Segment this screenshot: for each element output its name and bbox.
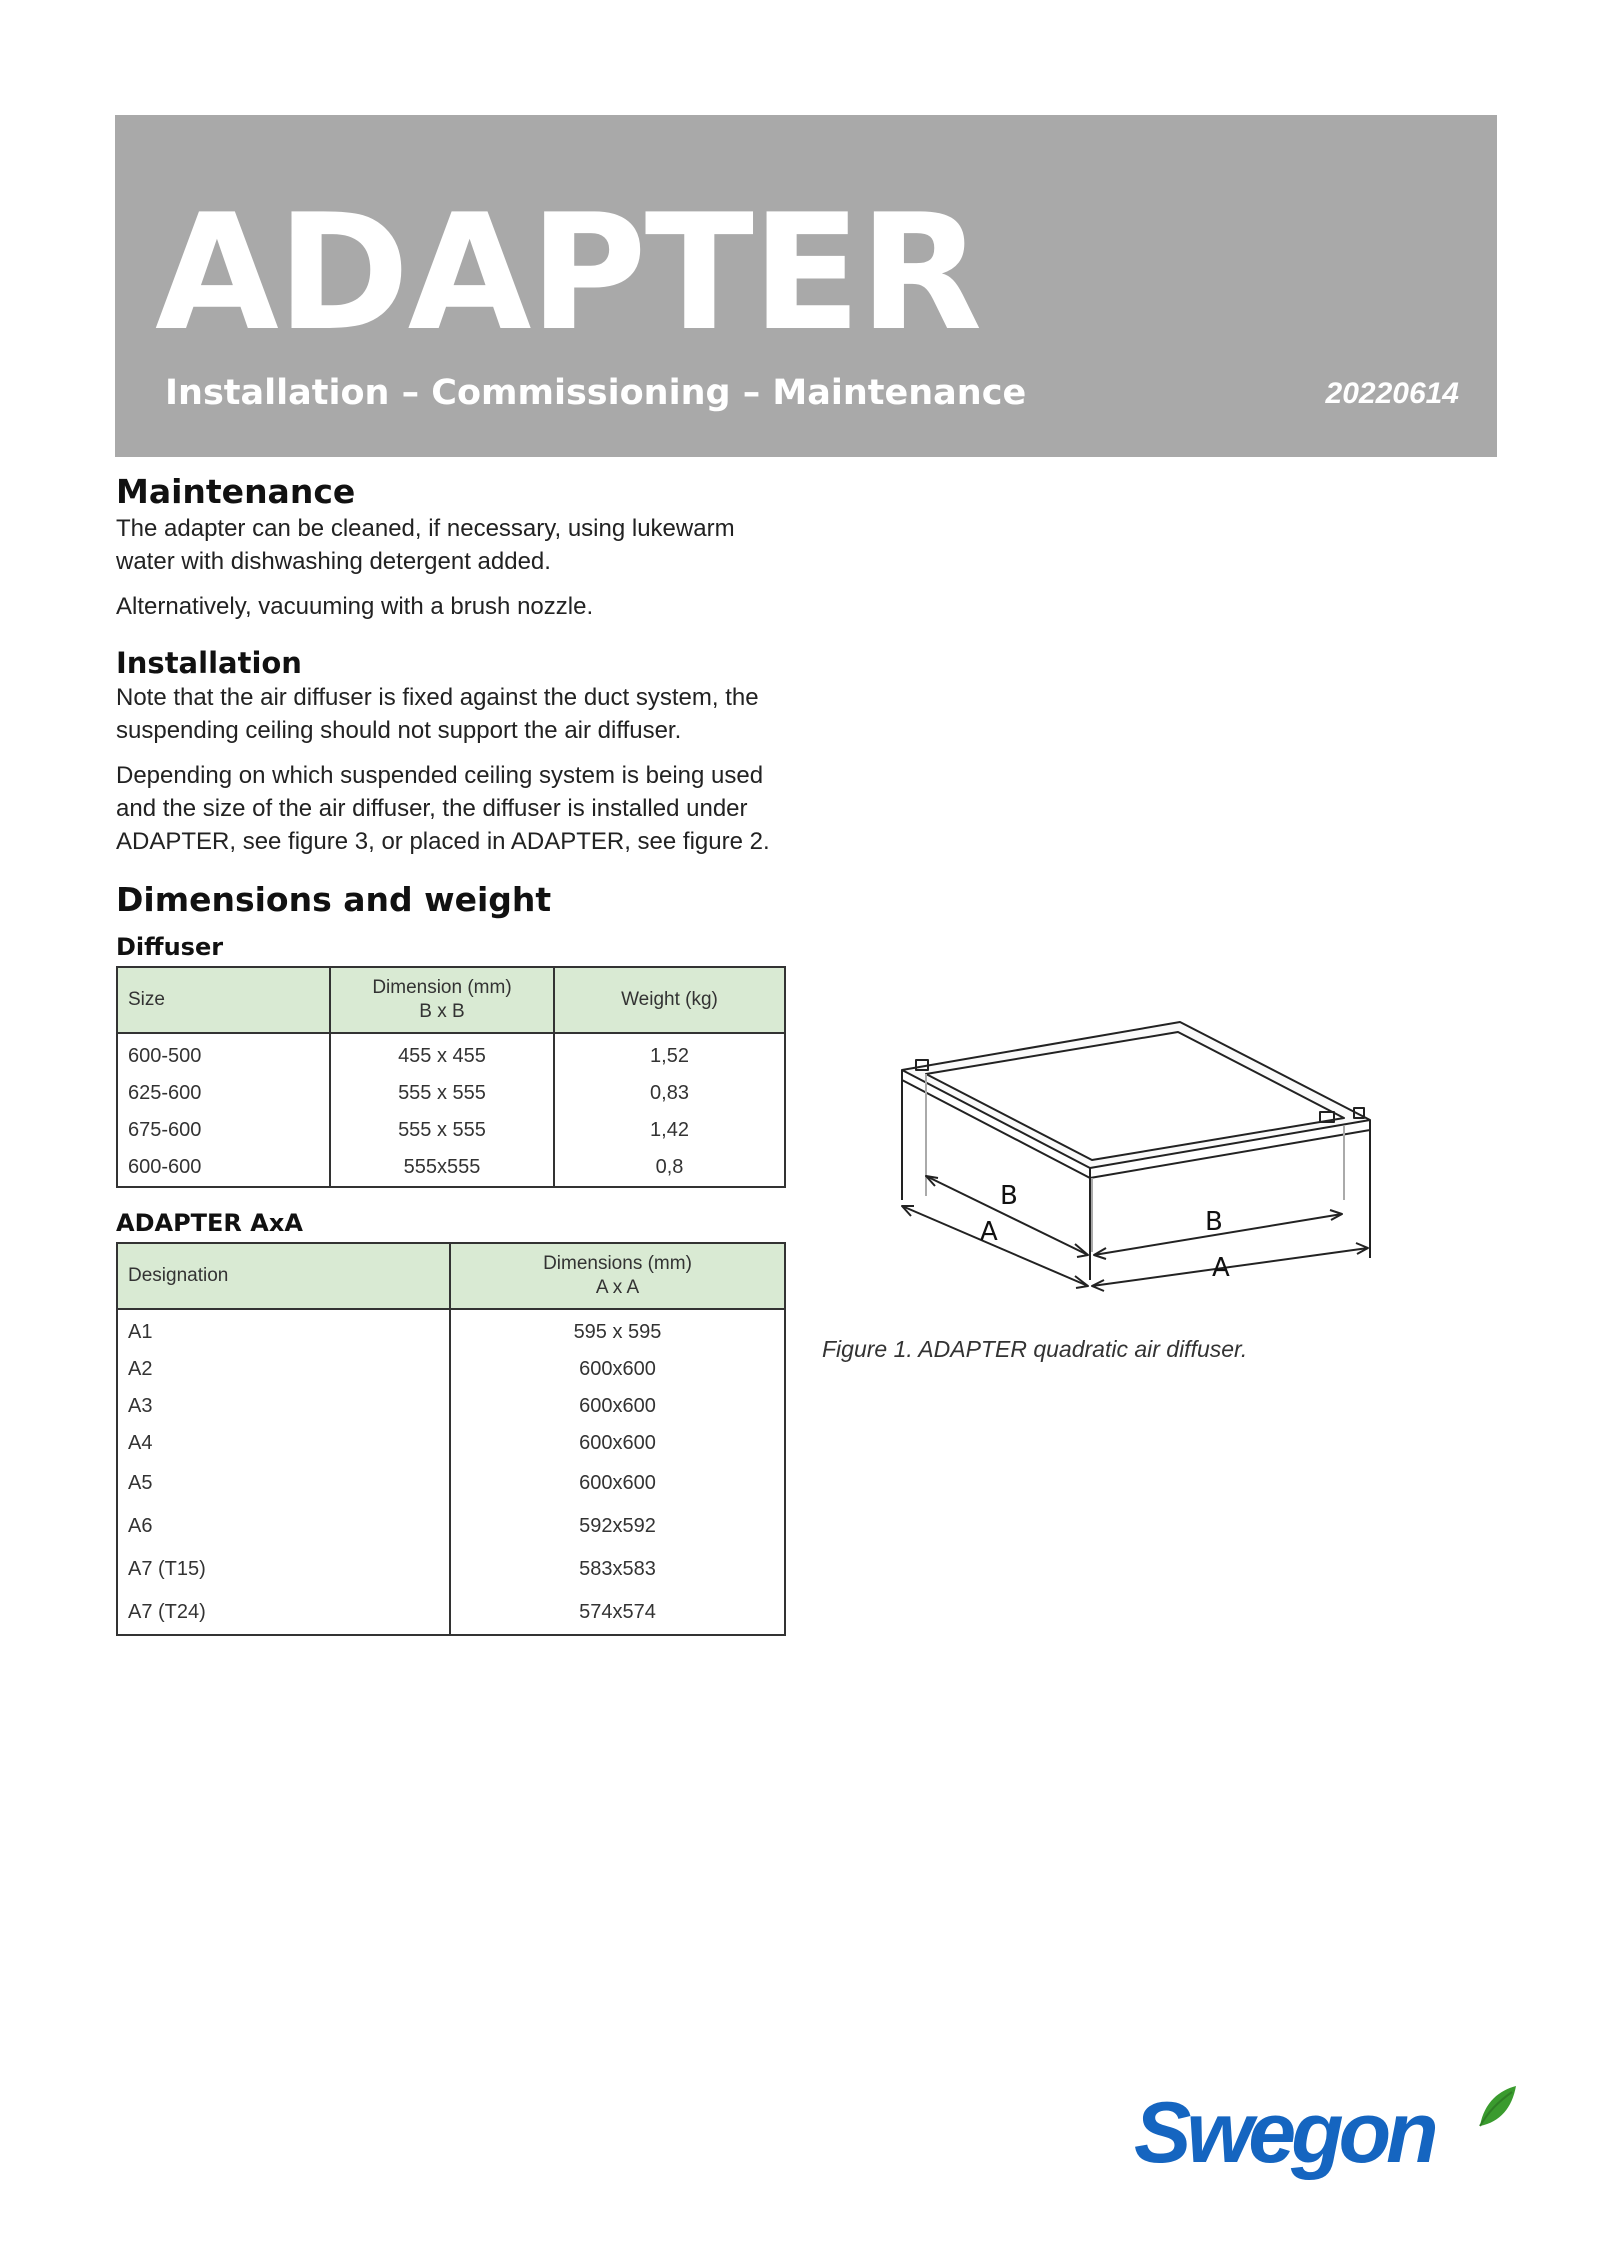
- column-header-line: B x B: [419, 1001, 465, 1022]
- table-cell: A6: [117, 1505, 450, 1548]
- installation-paragraph-1: Note that the air diffuser is fixed against the duct system, the suspending ceiling should not support the air diffuser.: [116, 684, 759, 744]
- table-cell: 600-500: [117, 1033, 330, 1075]
- table-row: [117, 1425, 785, 1462]
- dimension-label-a: A: [1212, 1253, 1230, 1283]
- table-cell: 625-600: [117, 1075, 330, 1112]
- column-header-line: Dimensions (mm): [543, 1253, 692, 1274]
- table-cell: 600-600: [117, 1149, 330, 1187]
- diffuser-table: [116, 966, 786, 1188]
- table-cell: A4: [117, 1425, 450, 1462]
- maintenance-heading: Maintenance: [116, 472, 356, 511]
- table-cell: A3: [117, 1388, 450, 1425]
- table-row: [117, 1591, 785, 1635]
- table-cell: 555 x 555: [330, 1075, 554, 1112]
- table-cell: 0,83: [554, 1075, 785, 1112]
- logo-wordmark: Swegon: [1134, 2085, 1434, 2181]
- column-header: Size: [117, 967, 330, 1033]
- main-column: [116, 472, 786, 1636]
- table-cell: 600x600: [450, 1351, 785, 1388]
- installation-paragraph-2: Depending on which suspended ceiling system is being used and the size of the air diffuser, the diffuser is installed under ADAPTER, see figure 3, or placed in ADAPTER, see figure 2.: [116, 762, 770, 855]
- table-cell: 592x592: [450, 1505, 785, 1548]
- table-cell: 595 x 595: [450, 1309, 785, 1351]
- column-header: [330, 967, 554, 1033]
- table-cell: 0,8: [554, 1149, 785, 1187]
- dimension-label-b: B: [1000, 1181, 1018, 1211]
- table-cell: 1,42: [554, 1112, 785, 1149]
- title-banner: [115, 115, 1497, 457]
- table-row: [117, 1075, 785, 1112]
- column-header: [450, 1243, 785, 1309]
- table-row: [117, 1351, 785, 1388]
- table-row: [117, 1462, 785, 1505]
- dimension-label-a: A: [980, 1217, 998, 1247]
- diffuser-table-title: Diffuser: [116, 933, 224, 961]
- table-cell: 574x574: [450, 1591, 785, 1635]
- table-cell: 600x600: [450, 1388, 785, 1425]
- table-cell: 600x600: [450, 1425, 785, 1462]
- figure-caption: Figure 1. ADAPTER quadratic air diffuser.: [822, 1336, 1248, 1362]
- adapter-table: [116, 1242, 786, 1636]
- table-row: [117, 1112, 785, 1149]
- table-cell: 1,52: [554, 1033, 785, 1075]
- document-title: ADAPTER: [155, 179, 981, 366]
- maintenance-paragraph-2: Alternatively, vacuuming with a brush nozzle.: [116, 593, 594, 620]
- table-row: [117, 1388, 785, 1425]
- adapter-table-title: ADAPTER AxA: [116, 1209, 303, 1237]
- adapter-figure: [880, 1000, 1400, 1330]
- table-row: [117, 1033, 785, 1075]
- table-cell: 675-600: [117, 1112, 330, 1149]
- table-cell: 455 x 455: [330, 1033, 554, 1075]
- table-row: [117, 1309, 785, 1351]
- table-cell: 555x555: [330, 1149, 554, 1187]
- table-cell: A5: [117, 1462, 450, 1505]
- dimension-label-b: B: [1205, 1207, 1223, 1237]
- swegon-logo: [1128, 2080, 1518, 2190]
- table-cell: A1: [117, 1309, 450, 1351]
- maintenance-paragraph-1: The adapter can be cleaned, if necessary, using lukewarm water with dishwashing detergent added.: [116, 515, 735, 575]
- column-header-line: Dimension (mm): [372, 977, 512, 998]
- column-header-line: A x A: [595, 1277, 640, 1298]
- table-cell: A7 (T15): [117, 1548, 450, 1591]
- table-cell: A2: [117, 1351, 450, 1388]
- table-cell: 600x600: [450, 1462, 785, 1505]
- table-row: [117, 1149, 785, 1187]
- document-date: 20220614: [1325, 377, 1459, 410]
- column-header: Weight (kg): [554, 967, 785, 1033]
- table-cell: A7 (T24): [117, 1591, 450, 1635]
- table-row: [117, 1505, 785, 1548]
- dimensions-heading: Dimensions and weight: [116, 880, 552, 919]
- table-row: [117, 1548, 785, 1591]
- table-cell: 583x583: [450, 1548, 785, 1591]
- column-header: Designation: [117, 1243, 450, 1309]
- document-subtitle: Installation – Commissioning – Maintenance: [165, 373, 1027, 413]
- table-cell: 555 x 555: [330, 1112, 554, 1149]
- installation-heading: Installation: [116, 646, 302, 680]
